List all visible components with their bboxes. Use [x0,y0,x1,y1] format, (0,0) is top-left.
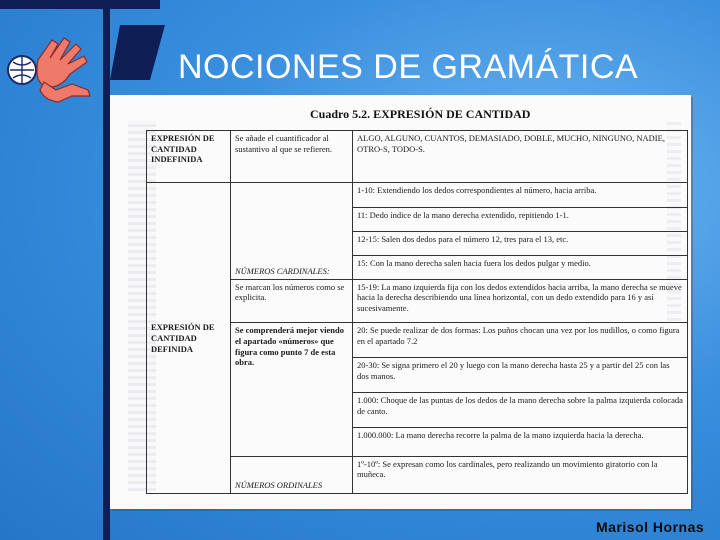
scanned-table-image [110,95,691,509]
cardinales-label: NÚMEROS CARDINALES: [231,183,353,279]
cardinal-row: 20-30: Se signa primero el 20 y luego con la mano derecha hasta 25 y a partir del 25 con las dos manos. [353,358,688,393]
ordinales-label: NÚMEROS ORDINALES [231,456,353,493]
rule-indefinida: Se añade el cuantificador al sustantivo al que se refieren. [231,131,353,183]
ordinal-row: 1º-10º: Se expresan como los cardinales, pero realizando un movimiento giratorio con la muñeca. [353,456,688,493]
quantity-table [146,130,688,494]
table-caption: Cuadro 5.2. EXPRESIÓN DE CANTIDAD [310,107,531,121]
stripe-wedge [110,25,165,80]
cardinales-note: Se marcan los números como se explicita. [231,279,353,323]
author-footer: Marisol Hornas [596,519,705,535]
cardinal-row: 12-15: Salen dos dedos para el número 12, tres para el 13, etc. [353,231,688,255]
cardinal-row: 1.000: Choque de las puntas de los dedos de la mano derecha sobre la palma izquierda colocada de canto. [353,393,688,428]
cardinal-row: 1.000.000: La mano derecha recorre la palma de la mano izquierda hacia la derecha. [353,428,688,456]
cardinal-row: 15: Con la mano derecha salen hacia fuera los dedos pulgar y medio. [353,255,688,279]
cardinal-row: 20: Se puede realizar de dos formas: Los puños chocan una vez por los nudillos, o como figura en el apartado 7.2 [353,323,688,358]
examples-indefinida: ALGO, ALGUNO, CUANTOS, DEMASIADO, DOBLE, MUCHO, NINGUNO, NADIE, OTRO-S, TODO-S. [353,131,688,183]
hands-logo-icon [0,30,110,110]
cardinal-row: 11: Dedo índice de la mano derecha extendido, repitiendo 1-1. [353,207,688,231]
cardinales-reference: Se comprenderá mejor viendo el apartado «números» que figura como punto 7 de esta obra. [231,323,353,456]
label-indefinida: EXPRESIÓN DE CANTIDAD INDEFINIDA [147,131,231,183]
table-row [147,131,688,183]
table-row [147,183,688,207]
cardinal-row: 15-19: La mano izquierda fija con los dedos extendidos hacia arriba, la mano derecha se mueve hacia la derecha describiendo una línea horizontal, con un dedo extendido para 16 y así sucesivamente. [353,279,688,323]
slide-title: NOCIONES DE GRAMÁTICA [178,48,639,86]
label-definida: EXPRESIÓN DE CANTIDAD DEFINIDA [147,183,231,494]
cardinal-row: 1-10: Extendiendo los dedos correspondientes al número, hacia arriba. [353,183,688,207]
